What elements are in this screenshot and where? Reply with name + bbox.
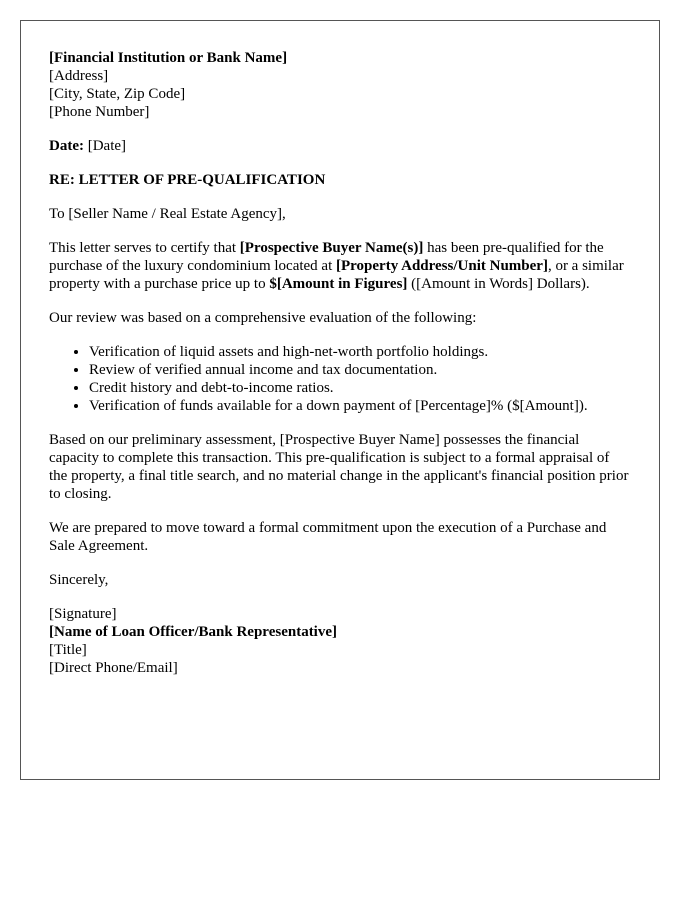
review-intro-paragraph: Our review was based on a comprehensive evaluation of the following:: [49, 310, 477, 326]
date-label: Date:: [49, 138, 84, 154]
officer-title: [Title]: [49, 642, 87, 658]
list-item: • Verification of liquid assets and high-net-worth portfolio holdings.: [89, 343, 631, 361]
certification-text-2: has been pre-qualified for the purchase of the luxury condominium located at: [49, 240, 604, 274]
criteria-list: [49, 343, 631, 415]
certification-text-3: , or a similar property with a purchase price up to: [49, 258, 624, 292]
commitment-paragraph: We are prepared to move toward a formal commitment upon the execution of a Purchase and Sale Agreement.: [49, 520, 607, 554]
list-item: • Review of verified annual income and tax documentation.: [89, 361, 631, 379]
subject-line: [49, 171, 631, 189]
assessment-paragraph: Based on our preliminary assessment, [Prospective Buyer Name] possesses the financial capacity to complete this transaction. This pre-qualification is subject to a formal appraisal of the property, a final title search, and no material change in the applicant's financial position prior to closing.: [49, 432, 629, 502]
list-item: • Verification of funds available for a down payment of [Percentage]% ($[Amount]).: [89, 397, 631, 415]
subject-text: RE: LETTER OF PRE-QUALIFICATION: [49, 172, 326, 188]
property-address-placeholder: [Property Address/Unit Number]: [336, 258, 548, 274]
certification-text-4: ([Amount in Words] Dollars).: [407, 276, 590, 292]
phone-line: [Phone Number]: [49, 104, 150, 120]
sender-address-block: [49, 49, 631, 121]
city-state-zip-line: [City, State, Zip Code]: [49, 86, 186, 102]
amount-figures-placeholder: $[Amount in Figures]: [269, 276, 408, 292]
closing-line: Sincerely,: [49, 572, 109, 588]
signature-block: [49, 605, 631, 677]
signature-placeholder: [Signature]: [49, 606, 117, 622]
date-line: [49, 137, 631, 155]
date-value: [Date]: [83, 138, 127, 154]
officer-name: [Name of Loan Officer/Bank Representative]: [49, 624, 338, 640]
buyer-name-placeholder: [Prospective Buyer Name(s)]: [239, 240, 424, 256]
salutation: To [Seller Name / Real Estate Agency],: [49, 206, 286, 222]
institution-name: [Financial Institution or Bank Name]: [49, 50, 288, 66]
list-item: • Credit history and debt-to-income ratios.: [89, 379, 631, 397]
letter-page: [20, 20, 660, 780]
address-line: [Address]: [49, 68, 109, 84]
certification-paragraph: [49, 239, 631, 293]
officer-contact: [Direct Phone/Email]: [49, 660, 178, 676]
certification-text-1: This letter serves to certify that: [49, 240, 240, 256]
